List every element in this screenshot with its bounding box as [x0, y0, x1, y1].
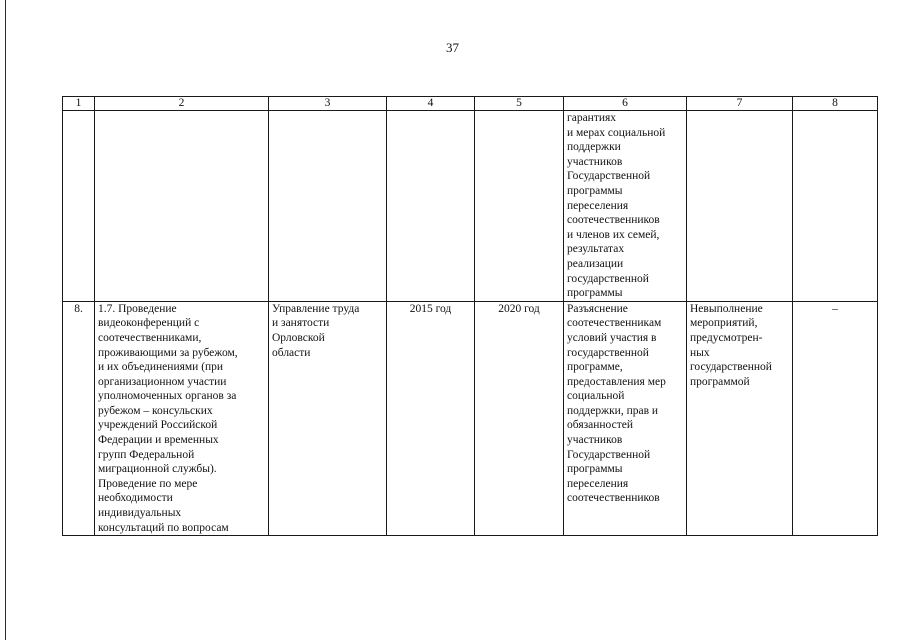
continuation-row	[63, 111, 878, 302]
table-cell	[387, 111, 475, 302]
event-description-cell: 1.7. Проведение видеоконференций с соотечественниками, проживающими за рубежом, и их объединениями (при организационном участии уполномоченных органов за рубежом – консульских учреждений Российской Федерации и временных групп Федеральной миграционной службы). Проведение по мере необходимости индивидуальных консультаций по вопросам	[95, 301, 269, 536]
table-cell	[687, 111, 793, 302]
column-header: 5	[475, 97, 564, 111]
table-cell	[269, 111, 387, 302]
end-year-cell: 2020 год	[475, 301, 564, 536]
consequences-cell: Невыполнение мероприятий, предусмотрен- ных государственной программой	[687, 301, 793, 536]
program-table	[62, 96, 878, 536]
column-header: 3	[269, 97, 387, 111]
table-cell	[95, 111, 269, 302]
executor-cell: Управление труда и занятости Орловской области	[269, 301, 387, 536]
table-row-item-8	[63, 301, 878, 536]
note-cell: –	[793, 301, 878, 536]
scan-edge-line	[5, 0, 6, 640]
table-cell	[793, 111, 878, 302]
result-continuation-cell: гарантиях и мерах социальной поддержки участников Государственной программы переселения соотечественников и членов их семей, результатах реализации государственной программы	[564, 111, 687, 302]
column-header: 4	[387, 97, 475, 111]
column-header: 8	[793, 97, 878, 111]
start-year-cell: 2015 год	[387, 301, 475, 536]
table-cell	[63, 111, 95, 302]
column-header: 6	[564, 97, 687, 111]
page-number: 37	[446, 40, 459, 55]
table-cell	[475, 111, 564, 302]
column-header: 2	[95, 97, 269, 111]
row-number-cell: 8.	[63, 301, 95, 536]
column-header: 1	[63, 97, 95, 111]
column-number-row	[63, 97, 878, 111]
expected-result-cell: Разъяснение соотечественникам условий участия в государственной программе, предоставления мер социальной поддержки, прав и обязанностей участников Государственной программы переселения соотечественников	[564, 301, 687, 536]
column-header: 7	[687, 97, 793, 111]
